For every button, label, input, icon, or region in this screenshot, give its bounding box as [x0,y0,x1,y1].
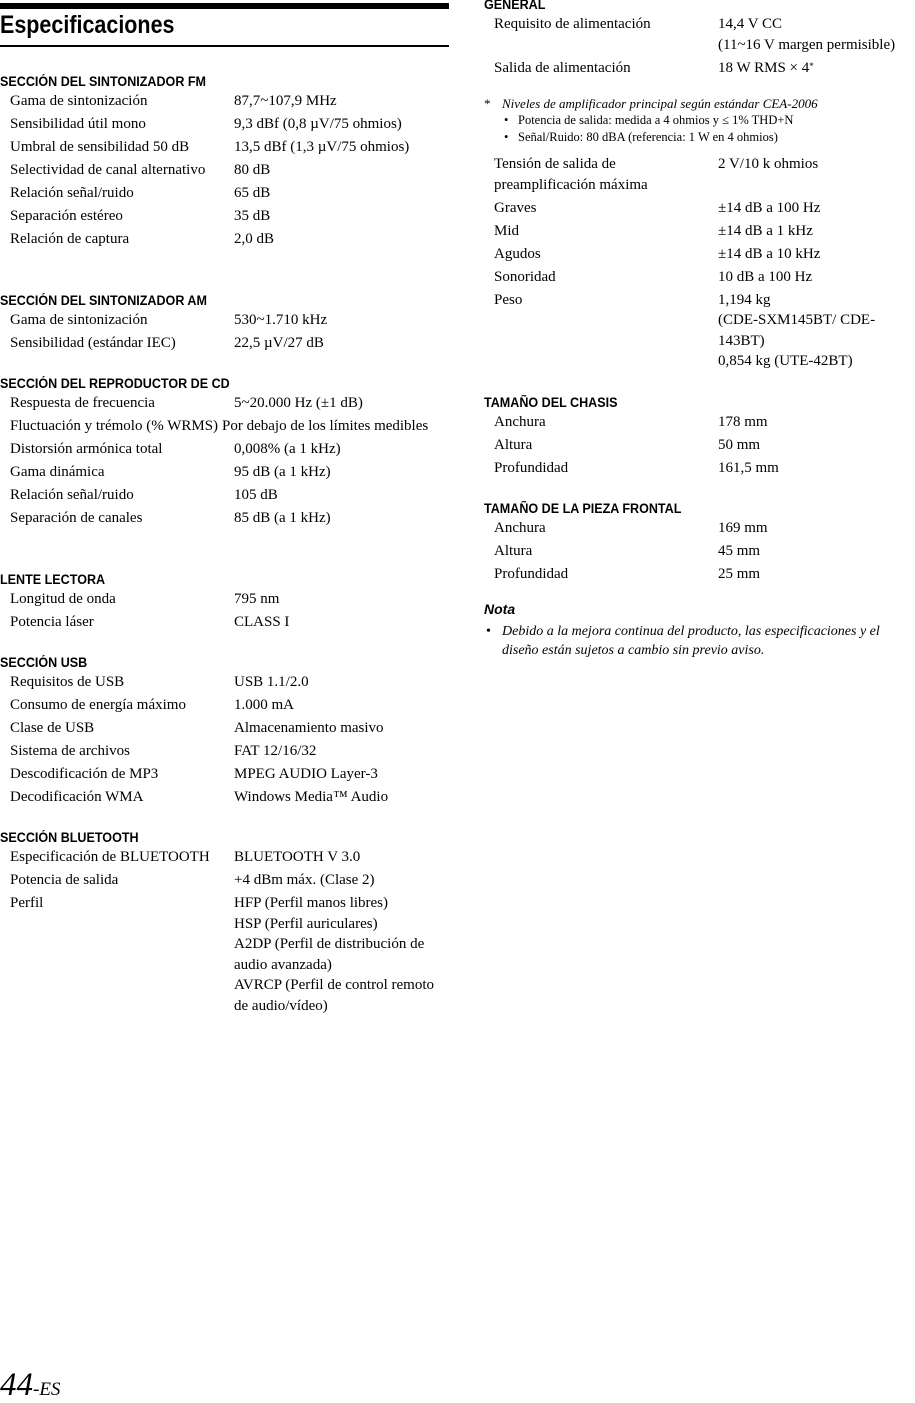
spec-value-line: USB 1.1/2.0 [234,674,309,690]
spec-row [0,893,449,1016]
spec-label: Sonoridad [494,268,556,285]
spec-row [0,91,449,112]
spec-row [0,160,449,181]
spec-row [0,695,449,716]
spec-value-line: AVRCP (Perfil de control remoto de audio/vídeo) [234,977,434,1014]
spec-label: Agudos [494,245,541,262]
nota-text: Debido a la mejora continua del producto, las especificaciones y el diseño están sujetos a cambio sin previo aviso. [502,624,880,658]
spec-row [0,612,449,633]
spec-row [484,244,915,265]
spec-value-line: 178 mm [718,414,768,430]
spec-value-line: 35 dB [234,208,271,224]
spec-row [484,518,915,539]
spec-value-line: 65 dB [234,185,271,201]
spec-row [484,290,915,372]
footnote-item-text: Señal/Ruido: 80 dBA (referencia: 1 W en 4 ohmios) [518,130,778,144]
spec-label: Gama dinámica [10,464,105,480]
footnote-reference: * [809,60,814,71]
section-heading: TAMAÑO DEL CHASIS [484,395,618,410]
spec-value [718,221,915,242]
spec-row [484,541,915,562]
footnote-item-text: Potencia de salida: medida a 4 ohmios y ≤ 1% THD+N [518,113,794,127]
spec-label: Salida de alimentación [494,59,631,76]
nota-item [484,622,915,660]
spec-row [0,485,449,506]
spec-value-line: 25 mm [718,566,761,582]
spec-label: Potencia de salida [10,872,119,888]
spec-value [234,847,449,868]
spec-value-text: 18 W RMS × 4 [718,59,810,76]
spec-value-line: 1.000 mA [234,697,294,713]
spec-value [234,333,449,354]
spec-label: Altura [494,437,533,453]
spec-value-line: 795 nm [234,591,280,607]
spec-value [718,458,915,479]
section-heading: GENERAL [484,0,546,12]
spec-label: Relación de captura [10,231,130,247]
section-heading: SECCIÓN DEL REPRODUCTOR DE CD [0,376,230,391]
spec-row [0,393,449,414]
spec-label: Separación de canales [10,510,143,526]
spec-value [718,267,915,288]
spec-row [484,564,915,585]
spec-label: Especificación de BLUETOOTH [10,849,210,865]
page-number-value: 44 [0,1367,33,1403]
spec-value-line: 95 dB (a 1 kHz) [234,464,331,480]
spec-row [0,137,449,158]
spec-value-line: 0,854 kg (UTE-42BT) [718,353,853,369]
spec-row [484,458,915,479]
spec-row [0,870,449,891]
spec-value [234,91,449,112]
spec-label: Graves [494,199,537,216]
spec-value-line: +4 dBm máx. (Clase 2) [234,872,375,888]
spec-label: Anchura [494,414,546,430]
spec-value [234,787,449,808]
spec-value [718,244,915,265]
spec-value-line: 85 dB (a 1 kHz) [234,510,331,526]
spec-row [0,114,449,135]
page-number-suffix: -ES [33,1379,61,1400]
spec-value-line: 13,5 dBf (1,3 µV/75 ohmios) [234,139,410,155]
spec-label: Relación señal/ruido [10,487,134,503]
spec-label: Profundidad [494,566,569,582]
spec-value-line: MPEG AUDIO Layer-3 [234,766,378,782]
spec-value-line: 80 dB [234,162,271,178]
footnote-item [484,112,915,129]
spec-label: Clase de USB [10,720,95,736]
footnote [484,95,915,146]
footnote-text: Niveles de amplificador principal según estándar CEA-2006 [502,96,818,111]
section-heading: LENTE LECTORA [0,572,106,587]
spec-value [234,870,449,891]
spec-row [0,462,449,483]
spec-label: Gama de sintonización [10,312,148,328]
section-heading: TAMAÑO DE LA PIEZA FRONTAL [484,501,682,516]
spec-value [234,229,449,250]
spec-value [718,154,915,195]
title-rule [0,45,449,47]
spec-row [0,787,449,808]
spec-value-line: 2,0 dB [234,231,275,247]
spec-value-line: (11~16 V margen permisible) [718,36,896,53]
spec-label: Sensibilidad (estándar IEC) [10,335,176,351]
spec-row [484,435,915,456]
spec-value [234,439,449,460]
spec-value-line: BLUETOOTH V 3.0 [234,849,361,865]
spec-value [234,183,449,204]
spec-value [234,462,449,483]
section-heading: SECCIÓN DEL SINTONIZADOR FM [0,74,207,89]
spec-value-line: 87,7~107,9 MHz [234,93,337,109]
spec-row [484,198,915,219]
spec-value-line: 22,5 µV/27 dB [234,335,324,351]
spec-value-line: ±14 dB a 10 kHz [718,245,821,262]
spec-label: Relación señal/ruido [10,185,134,201]
spec-label: Fluctuación y trémolo (% WRMS) [10,418,219,434]
spec-label: Separación estéreo [10,208,123,224]
spec-value [222,416,449,437]
spec-row [484,154,915,195]
spec-row [0,310,449,331]
spec-value-line: A2DP (Perfil de distribución de audio avanzada) [234,936,425,973]
spec-value [234,718,449,739]
spec-value [234,764,449,785]
spec-value-line: 50 mm [718,437,761,453]
spec-row [0,672,449,693]
spec-value [718,290,915,372]
spec-label: Peso [494,291,523,308]
spec-label: Mid [494,222,520,239]
spec-value-line: 10 dB a 100 Hz [718,268,813,285]
spec-label: Decodificación WMA [10,789,144,805]
spec-label: Respuesta de frecuencia [10,395,155,411]
spec-label: Perfil [10,895,44,911]
spec-value [234,310,449,331]
spec-value-line: ±14 dB a 1 kHz [718,222,813,239]
footnote-mark: * [484,96,491,111]
spec-row [0,764,449,785]
spec-value [234,695,449,716]
bullet-icon: • [486,624,491,639]
spec-row [0,508,449,529]
spec-value [234,393,449,414]
spec-value-line: Por debajo de los límites medibles [222,418,429,434]
spec-label: Anchura [494,520,546,536]
spec-value [718,412,915,433]
section-front-size [484,500,915,587]
spec-value [234,672,449,693]
section-heading: SECCIÓN DEL SINTONIZADOR AM [0,293,207,308]
section-general-continued [484,154,915,374]
spec-row [0,206,449,227]
section-heading: SECCIÓN BLUETOOTH [0,830,139,845]
spec-value-line: ±14 dB a 100 Hz [718,199,821,216]
spec-row [0,741,449,762]
nota-heading: Nota [484,601,516,617]
spec-row [0,416,449,437]
spec-label: Requisitos de USB [10,674,125,690]
spec-row [484,14,915,55]
spec-label: Tensión de salida de preamplificación máxima [494,156,648,193]
spec-row [0,333,449,354]
spec-label: Selectividad de canal alternativo [10,162,206,178]
spec-label: Altura [494,543,533,559]
spec-value-line: HFP (Perfil manos libres) [234,895,389,911]
spec-label: Sensibilidad útil mono [10,116,146,132]
spec-row [0,183,449,204]
spec-value [718,435,915,456]
spec-row [484,267,915,288]
spec-label: Consumo de energía máximo [10,697,186,713]
spec-value-line: 1,194 kg [718,291,771,308]
page-title: Especificaciones [0,11,175,39]
spec-value-line: 161,5 mm [718,460,779,476]
spec-value-line [718,58,915,79]
spec-label: Descodificación de MP3 [10,766,159,782]
spec-value [234,893,449,1016]
spec-row [0,847,449,868]
spec-value-line: CLASS I [234,614,290,630]
spec-row [0,718,449,739]
spec-value [234,612,449,633]
spec-row [0,439,449,460]
spec-value [718,564,915,585]
spec-value [718,198,915,219]
spec-row [484,58,915,79]
spec-label: Longitud de onda [10,591,116,607]
spec-value-line: 45 mm [718,543,761,559]
spec-value [234,485,449,506]
spec-value [234,114,449,135]
spec-value-line: HSP (Perfil auriculares) [234,915,378,932]
spec-row [0,229,449,250]
footnote-item [484,129,915,146]
spec-label: Potencia láser [10,614,94,630]
spec-row [0,589,449,610]
section-cd-player [0,375,449,531]
spec-value-line: Windows Media™ Audio [234,789,389,805]
spec-value [234,589,449,610]
spec-value-line: 105 dB [234,487,278,503]
footnote-main [484,95,915,112]
section-fm-tuner [0,73,449,252]
spec-value-line: Almacenamiento masivo [234,720,384,736]
spec-value-line: 9,3 dBf (0,8 µV/75 ohmios) [234,116,402,132]
spec-value [234,137,449,158]
spec-label: Requisito de alimentación [494,16,651,32]
spec-value-line: 5~20.000 Hz (±1 dB) [234,395,363,411]
bullet-icon: • [504,113,509,127]
spec-value [718,14,915,55]
section-usb [0,654,449,810]
section-am-tuner [0,292,449,356]
spec-value-line: 0,008% (a 1 kHz) [234,441,341,457]
spec-value [718,518,915,539]
spec-row [484,221,915,242]
spec-value [234,206,449,227]
spec-value [718,58,915,79]
spec-value [718,541,915,562]
spec-label: Distorsión armónica total [10,441,163,457]
spec-value-line: FAT 12/16/32 [234,743,317,759]
section-general [484,0,915,81]
spec-label: Profundidad [494,460,569,476]
spec-value-line: 14,4 V CC [718,16,783,32]
spec-value-line: (CDE-SXM145BT/ CDE-143BT) [718,312,876,349]
section-chassis-size [484,394,915,481]
spec-value [234,508,449,529]
section-heading: SECCIÓN USB [0,655,88,670]
spec-label: Gama de sintonización [10,93,148,109]
spec-value [234,160,449,181]
spec-value-line: 2 V/10 k ohmios [718,156,819,172]
spec-label: Umbral de sensibilidad 50 dB [10,139,190,155]
spec-value-line: 530~1.710 kHz [234,312,328,328]
page-number [0,1368,60,1402]
spec-value-line: 169 mm [718,520,768,536]
bullet-icon: • [504,130,509,144]
section-pickup-lens [0,571,449,635]
spec-value [234,741,449,762]
spec-label: Sistema de archivos [10,743,130,759]
section-bluetooth [0,829,449,1019]
spec-row [484,412,915,433]
